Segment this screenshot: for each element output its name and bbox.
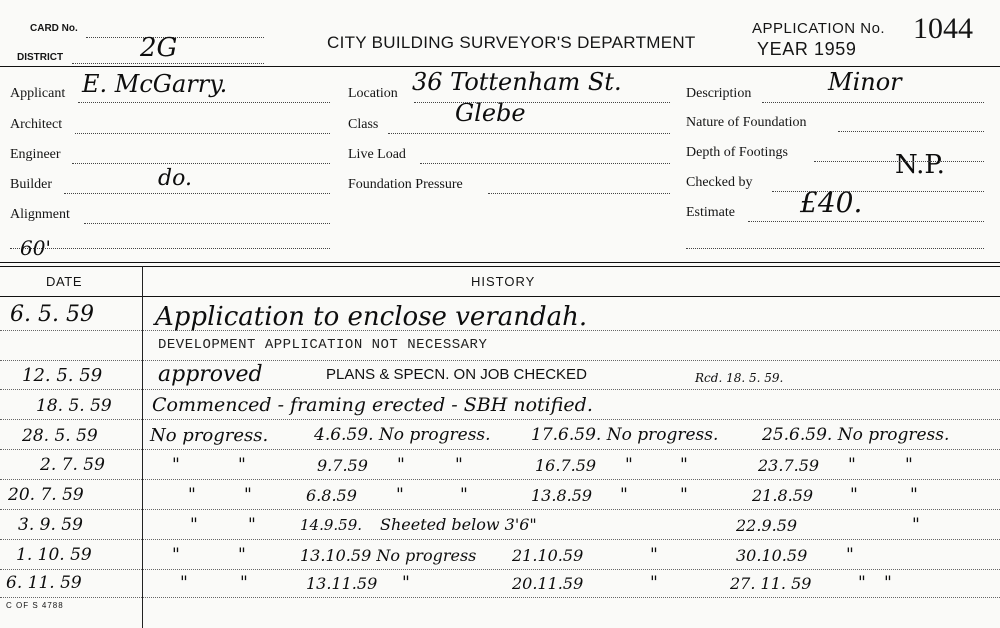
row3-date: 18. 5. 59 xyxy=(36,396,112,416)
foundation-pressure-line xyxy=(488,193,670,194)
header-rule xyxy=(0,66,1000,67)
row8-ditto-4: " xyxy=(846,545,854,565)
row9-date: 6. 11. 59 xyxy=(6,573,82,593)
builder-label: Builder xyxy=(10,177,52,192)
card-no-label: CARD No. xyxy=(30,23,78,34)
row2-note: Rcd. 18. 5. 59. xyxy=(695,371,784,385)
row8-ditto-3: " xyxy=(650,545,658,565)
row5-ditto-1: " xyxy=(172,455,180,475)
application-label: APPLICATION No. xyxy=(752,20,886,37)
row6-c: 21.8.59 xyxy=(752,486,814,505)
engineer-line xyxy=(72,163,330,164)
foundation-pressure-label: Foundation Pressure xyxy=(348,177,463,192)
builder-value: do. xyxy=(158,166,192,191)
builder-line xyxy=(64,193,330,194)
row5-ditto-2: " xyxy=(238,455,246,475)
district-value: 2G xyxy=(140,33,178,63)
row6-ditto-6: " xyxy=(680,485,688,505)
row5-a: 9.7.59 xyxy=(317,456,368,475)
row7-c: 22.9.59 xyxy=(736,516,798,535)
class-value: Glebe xyxy=(455,99,526,127)
field-line-col3-6 xyxy=(686,248,984,249)
row9-c: 27. 11. 59 xyxy=(730,574,812,593)
row9-ditto-4: " xyxy=(650,573,658,593)
row-line-3 xyxy=(0,389,1000,390)
date-header: DATE xyxy=(46,274,83,289)
row7-a: 14.9.59. xyxy=(300,516,363,534)
alignment-value: 60' xyxy=(20,236,51,260)
development-stamp: DEVELOPMENT APPLICATION NOT NECESSARY xyxy=(158,337,488,353)
row3-text: Commenced - framing erected - SBH notified. xyxy=(152,394,593,416)
row5-ditto-6: " xyxy=(680,455,688,475)
applicant-value: E. McGarry. xyxy=(82,70,228,98)
row6-ditto-7: " xyxy=(850,485,858,505)
row5-c: 23.7.59 xyxy=(758,456,820,475)
row6-b: 13.8.59 xyxy=(531,486,593,505)
row9-ditto-2: " xyxy=(240,573,248,593)
description-line xyxy=(762,102,984,103)
row9-a: 13.11.59 xyxy=(306,574,378,593)
alignment-line xyxy=(84,223,330,224)
row6-date: 20. 7. 59 xyxy=(8,485,84,505)
row9-b: 20.11.59 xyxy=(512,574,584,593)
estimate-value: £40. xyxy=(800,186,863,219)
engineer-label: Engineer xyxy=(10,147,61,162)
district-label: DISTRICT xyxy=(17,52,64,63)
checked-by-label: Checked by xyxy=(686,175,753,190)
row-line-8 xyxy=(0,539,1000,540)
year-label: YEAR 1959 xyxy=(757,39,857,59)
history-header: HISTORY xyxy=(471,274,536,289)
architect-label: Architect xyxy=(10,117,63,132)
date-column-divider xyxy=(142,266,143,628)
application-number: 1044 xyxy=(913,12,973,45)
description-label: Description xyxy=(686,86,752,101)
class-label: Class xyxy=(348,117,379,132)
architect-line xyxy=(75,133,330,134)
row7-ditto-3: " xyxy=(912,515,920,535)
row8-ditto-1: " xyxy=(172,545,180,565)
row1-text: Application to enclose verandah. xyxy=(155,302,588,332)
row-line-4 xyxy=(0,419,1000,420)
row8-a: 13.10.59 No progress xyxy=(300,546,477,565)
location-label: Location xyxy=(348,86,398,101)
row5-b: 16.7.59 xyxy=(535,456,597,475)
checked-by-value: N.P. xyxy=(895,150,945,180)
row1-date: 6. 5. 59 xyxy=(10,302,94,327)
nature-foundation-line xyxy=(838,131,984,132)
row8-c: 30.10.59 xyxy=(736,546,808,565)
table-top-rule-2 xyxy=(0,266,1000,267)
row-line-5 xyxy=(0,449,1000,450)
row4-a: No progress. xyxy=(150,425,269,446)
row6-ditto-5: " xyxy=(620,485,628,505)
row5-ditto-7: " xyxy=(848,455,856,475)
row6-ditto-1: " xyxy=(188,485,196,505)
row-line-10 xyxy=(0,597,1000,598)
applicant-label: Applicant xyxy=(10,86,66,101)
class-line xyxy=(388,133,670,134)
row9-ditto-1: " xyxy=(180,573,188,593)
row2-approved: approved xyxy=(158,362,263,387)
row5-ditto-4: " xyxy=(455,455,463,475)
field-line-6 xyxy=(10,248,330,249)
row6-ditto-4: " xyxy=(460,485,468,505)
row8-ditto-2: " xyxy=(238,545,246,565)
row-line-6 xyxy=(0,479,1000,480)
applicant-line xyxy=(78,102,330,103)
row7-date: 3. 9. 59 xyxy=(18,515,83,535)
row9-ditto-5: " xyxy=(858,573,866,593)
depth-footings-label: Depth of Footings xyxy=(686,145,788,160)
location-line xyxy=(414,102,670,103)
estimate-line xyxy=(748,221,984,222)
form-code: C OF S 4788 xyxy=(6,601,64,610)
row8-b: 21.10.59 xyxy=(512,546,584,565)
row5-ditto-8: " xyxy=(905,455,913,475)
row8-date: 1. 10. 59 xyxy=(16,545,92,565)
row7-ditto-2: " xyxy=(248,515,256,535)
row4-date: 28. 5. 59 xyxy=(22,426,98,446)
row4-d: 25.6.59. No progress. xyxy=(762,425,950,445)
depth-footings-line xyxy=(814,161,984,162)
row5-ditto-3: " xyxy=(397,455,405,475)
row-line-9 xyxy=(0,569,1000,570)
row5-date: 2. 7. 59 xyxy=(40,455,105,475)
row9-ditto-3: " xyxy=(402,573,410,593)
row6-ditto-8: " xyxy=(910,485,918,505)
estimate-label: Estimate xyxy=(686,205,735,220)
nature-foundation-label: Nature of Foundation xyxy=(686,115,807,130)
row2-date: 12. 5. 59 xyxy=(22,365,103,386)
row6-ditto-2: " xyxy=(244,485,252,505)
row4-c: 17.6.59. No progress. xyxy=(531,425,719,445)
alignment-label: Alignment xyxy=(10,207,70,222)
department-title: CITY BUILDING SURVEYOR'S DEPARTMENT xyxy=(327,33,696,52)
description-value: Minor xyxy=(828,68,902,96)
live-load-label: Live Load xyxy=(348,147,406,162)
checked-by-line xyxy=(772,191,984,192)
row-line-7 xyxy=(0,509,1000,510)
district-line xyxy=(72,63,264,64)
row6-ditto-3: " xyxy=(396,485,404,505)
row6-a: 6.8.59 xyxy=(306,486,357,505)
row-line-2 xyxy=(0,360,1000,361)
row7-ditto-1: " xyxy=(190,515,198,535)
row2-typed: PLANS & SPECN. ON JOB CHECKED xyxy=(326,366,587,383)
table-header-bottom-rule xyxy=(0,296,1000,297)
table-top-rule xyxy=(0,262,1000,263)
row4-b: 4.6.59. No progress. xyxy=(314,425,491,445)
row7-b: Sheeted below 3'6" xyxy=(380,515,537,534)
live-load-line xyxy=(420,163,670,164)
row5-ditto-5: " xyxy=(625,455,633,475)
row9-ditto-6: " xyxy=(884,573,892,593)
location-value: 36 Tottenham St. xyxy=(412,68,622,96)
